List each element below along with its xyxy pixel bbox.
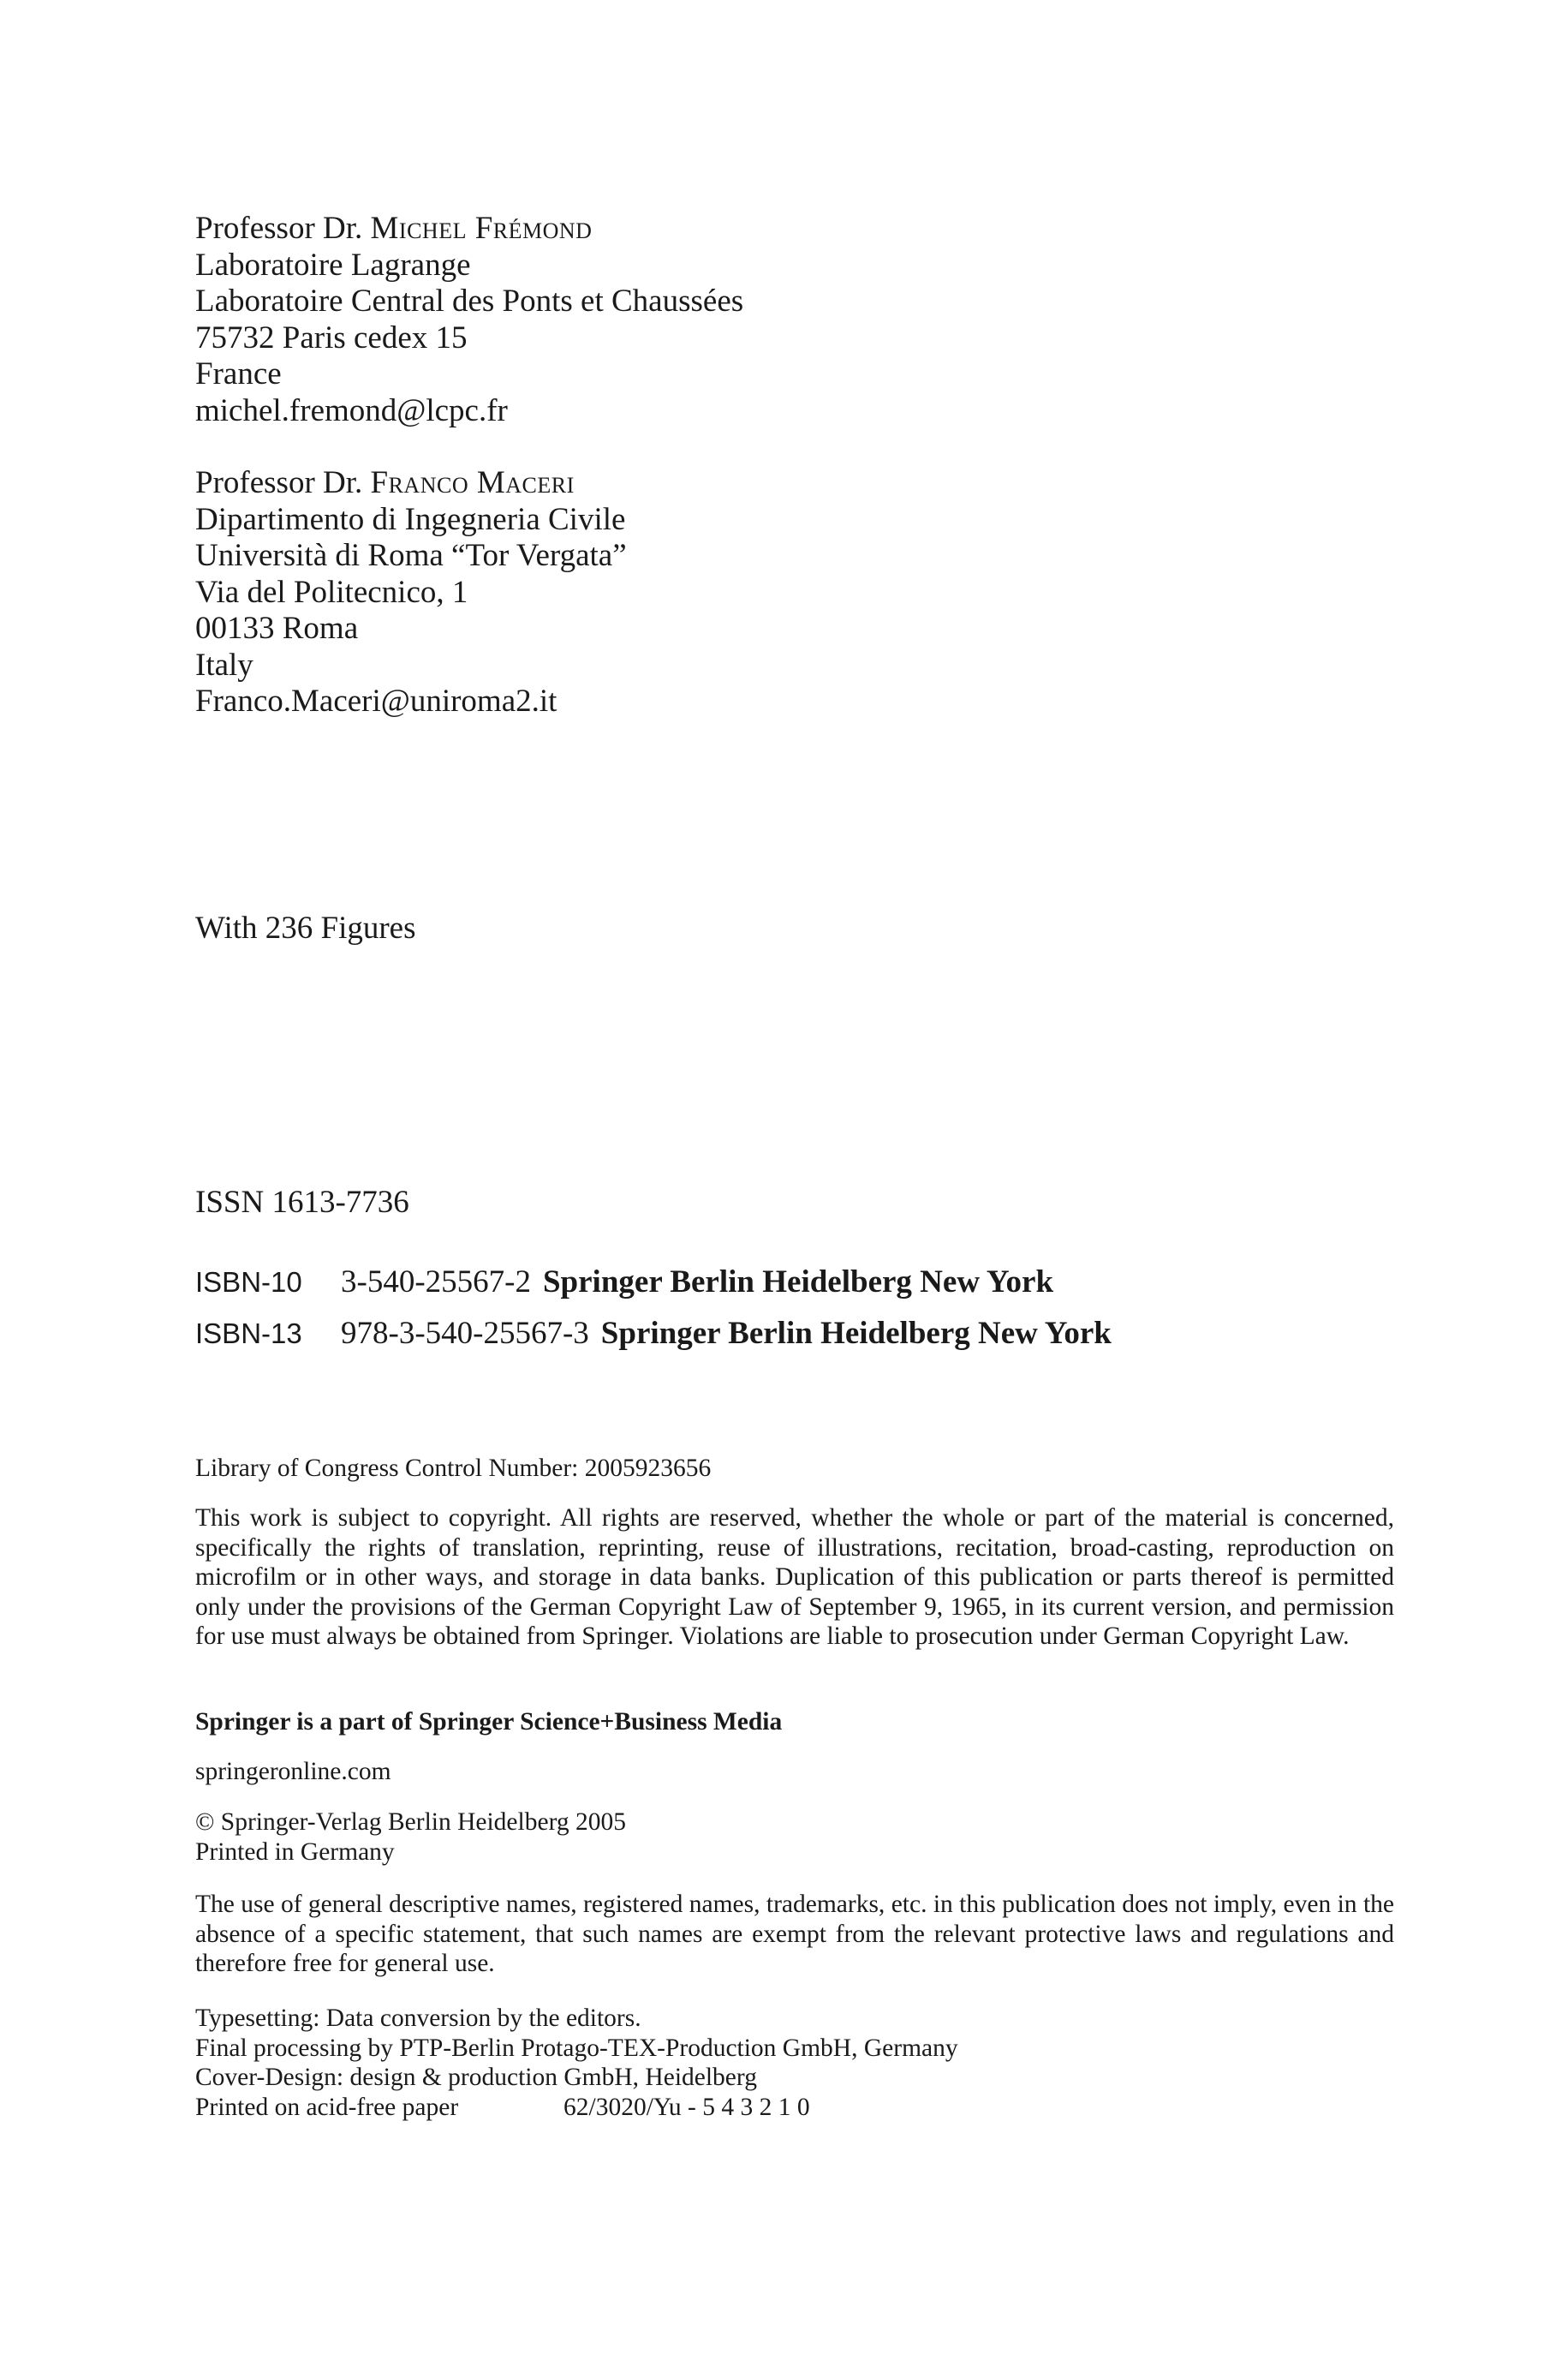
- website: springeronline.com: [195, 1758, 391, 1785]
- isbn-10-publisher: Springer Berlin Heidelberg New York: [542, 1264, 1054, 1300]
- author-address-2: [195, 465, 627, 720]
- author-1-email: michel.fremond@lcpc.fr: [195, 392, 508, 428]
- author-2-line: 00133 Roma: [195, 611, 359, 646]
- cover-design-line: Cover-Design: design & production GmbH, Heidelberg: [195, 2064, 757, 2091]
- author-2-line: Via del Politecnico, 1: [195, 574, 468, 610]
- trademark-notice: The use of general descriptive names, registered names, trademarks, etc. in this publication does not imply, even in the absence of a specific statement, that such names are exempt from the relevant protective laws and regulations and therefore free for general use.: [195, 1891, 1394, 1977]
- isbn-13-label: ISBN-13: [195, 1317, 302, 1349]
- author-address-1: [195, 211, 743, 429]
- author-1-line: Laboratoire Lagrange: [195, 247, 471, 283]
- author-2-line: Italy: [195, 647, 253, 683]
- paper-note: Printed on acid-free paper: [195, 2093, 459, 2121]
- springer-part-statement: Springer is a part of Springer Science+Business Media: [195, 1708, 783, 1736]
- author-1-line: 75732 Paris cedex 15: [195, 320, 468, 356]
- isbn-10-number: 3-540-25567-2: [341, 1264, 531, 1300]
- isbn-13-number: 978-3-540-25567-3: [341, 1316, 589, 1351]
- author-1-line: Laboratoire Central des Ponts et Chaussées: [195, 284, 744, 319]
- printed-in: Printed in Germany: [195, 1837, 395, 1866]
- author-1-line: France: [195, 356, 282, 391]
- author-1-heading: [195, 211, 743, 248]
- paper-line: [195, 2093, 1394, 2123]
- copyright-line: © Springer-Verlag Berlin Heidelberg 2005: [195, 1808, 626, 1836]
- isbn-13-line: [195, 1315, 1112, 1352]
- isbn-10-label: ISBN-10: [195, 1266, 302, 1298]
- issn: ISSN 1613-7736: [195, 1185, 409, 1220]
- author-2-line: Dipartimento di Ingegneria Civile: [195, 501, 626, 537]
- print-code: 62/3020/Yu - 5 4 3 2 1 0: [563, 2093, 810, 2121]
- copyright-notice: This work is subject to copyright. All rights are reserved, whether the whole or part of the material is concerned, specifically the rights of translation, reprinting, reuse of illustrations, recitation, broad-casting, reproduction on microfilm or in other ways, and storage in data banks. Duplication of this publication or parts thereof is permitted only under the provisions of the German Copyright Law of September 9, 1965, in its current version, and permission for use must always be obtained from Springer. Violations are liable to prosecution under German Copyright Law.: [195, 1504, 1394, 1650]
- author-2-email: Franco.Maceri@uniroma2.it: [195, 684, 557, 719]
- author-1-name: Michel Frémond: [370, 211, 593, 246]
- typesetting-line: Typesetting: Data conversion by the editors.: [195, 2005, 641, 2032]
- isbn-10-line: [195, 1264, 1053, 1300]
- final-processing-line: Final processing by PTP-Berlin Protago-TEX-Production GmbH, Germany: [195, 2034, 958, 2062]
- author-1-title: Professor Dr.: [195, 211, 363, 246]
- author-2-line: Università di Roma “Tor Vergata”: [195, 538, 627, 573]
- production-block: [195, 2004, 1394, 2122]
- author-2-heading: [195, 465, 627, 502]
- author-2-name: Franco Maceri: [370, 465, 575, 500]
- loc-control-number: Library of Congress Control Number: 2005923656: [195, 1455, 712, 1482]
- author-2-title: Professor Dr.: [195, 465, 363, 500]
- figures-count: With 236 Figures: [195, 911, 416, 946]
- isbn-13-publisher: Springer Berlin Heidelberg New York: [600, 1316, 1112, 1351]
- copyright-block: [195, 1807, 1394, 1867]
